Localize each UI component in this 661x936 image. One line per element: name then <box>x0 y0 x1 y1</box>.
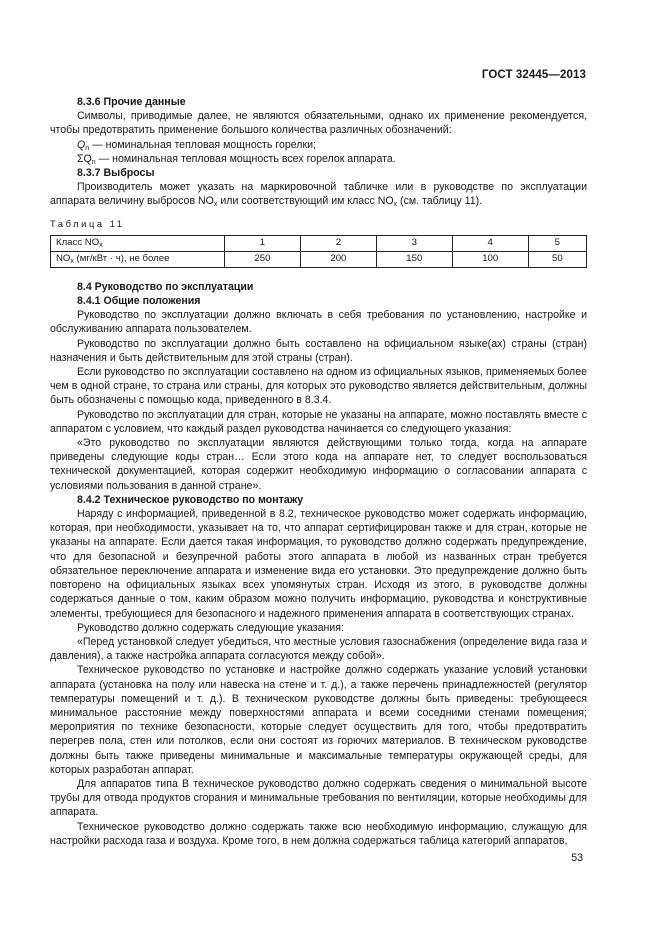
paragraph: «Это руководство по эксплуатации являются действующими только тогда, когда на аппарате приведены следующие коды стран… Если этого кода на аппарате нет, то следует воспользоваться технической документацией, которая содержит необходимую информацию о согласовании аппарата с условиями пользования в данной стране». <box>50 437 587 492</box>
paragraph: «Перед установкой следует убедиться, что местные условия газоснабжения (определение вида газа и давления), а также настройка аппарата согласуются между собой». <box>50 635 587 663</box>
section-8-3-6-paragraph: Символы, приводимые далее, не являются обязательными, однако их применение рекомендуется, чтобы предотвратить применение большого количества различных обозначений: <box>50 110 587 137</box>
paragraph: Техническое руководство должно содержать также всю необходимую информацию, служащую для настройки расхода газа и воздуха. Кроме того, в нем должна содержаться таблица категорий аппаратов, <box>50 820 587 847</box>
table-cell: 200 <box>300 251 376 267</box>
table-caption: Таблица 11 <box>50 218 125 229</box>
paragraph: Руководство по эксплуатации должно быть составлено на официальном языке(ах) страны (стран) назначения и быть действительным для этой страны (стран). <box>50 337 587 364</box>
section-8-4-heading: 8.4 Руководство по эксплуатации <box>77 280 254 293</box>
table-cell: 5 <box>528 235 586 251</box>
standard-header: ГОСТ 32445—2013 <box>481 69 586 81</box>
table-cell: 100 <box>452 251 528 267</box>
paragraph: Руководство по эксплуатации должно включать в себя требования по установлению, настройке и обслуживанию аппарата пользователем. <box>50 309 587 336</box>
symbol-qn: $Q_n$ — номинальная тепловая мощность горелки; <box>77 138 316 152</box>
table-cell: 50 <box>528 251 586 267</box>
table-row <box>51 235 587 251</box>
table-row-label: Класс $NO_x$ <box>51 235 225 251</box>
paragraph: Руководство по эксплуатации для стран, которые не указаны на аппарате, можно поставлять вместе с аппаратом с условием, что каждый раздел руководства начинается со следующего указания: <box>50 408 587 435</box>
section-8-3-7-heading: 8.3.7 Выбросы <box>77 167 155 180</box>
section-8-3-7-paragraph: Производитель может указать на маркировочной табличке или в руководстве по эксплуатации аппарата величину выбросов $NO_x$ или соответствующий им класс $NO_x$ (см. таблицу 11). <box>50 181 587 209</box>
paragraph: Для аппаратов типа B техническое руководство должно содержать сведения о минимальной высоте трубы для отвода продуктов сгорания и минимальные требования по вентиляции, которые необходимы для аппарата. <box>50 777 587 819</box>
section-8-3-6-heading: 8.3.6 Прочие данные <box>77 96 186 108</box>
page-number: 53 <box>571 852 583 864</box>
nox-class-table <box>50 235 587 268</box>
section-8-4-2-heading: 8.4.2 Техническое руководство по монтажу <box>77 493 304 506</box>
table-row-label: $NO_x$ (мг/кВт · ч), не более <box>51 251 225 267</box>
paragraph: Руководство должно содержать следующие указания: <box>77 621 344 634</box>
page-content <box>50 95 587 848</box>
table-cell: 250 <box>225 251 301 267</box>
paragraph: Наряду с информацией, приведенной в 8.2, техническое руководство может содержать информацию, которая, при необходимости, указывает на то, что аппарат сертифицирован также и для стран, которые не указаны на аппарате. Если дается такая информация, то руководство должно содержать предупреждение, что для безопасной и безупречной работы этого аппарата в любой из названных стран требуется обязательное переключение аппарата и изменение вида его установки. Это предупреждение должно быть повторено на официальных языках всех упомянутых стран. Исходя из этого, в руководстве должны содержаться данные о том, каким образом можно получить информацию, руководства и конструктивные элементы, требующиеся для безопасного и надежного применения аппарата в соответствующих странах. <box>50 508 587 620</box>
symbol-sum-qn: $\Sigma Q_n$ — номинальная тепловая мощность всех горелок аппарата. <box>77 152 396 166</box>
section-8-4-1-heading: 8.4.1 Общие положения <box>77 295 201 308</box>
table-row <box>51 251 587 267</box>
paragraph: Если руководство по эксплуатации составлено на одном из официальных языков, применяемых более чем в одной стране, то страна или страны, для которых это руководство является действительным, должны быть обозначены с помощью кода, приведенного в 8.3.4. <box>50 366 587 407</box>
table-cell: 2 <box>300 235 376 251</box>
paragraph: Техническое руководство по установке и настройке должно содержать указание условий установки аппарата (установка на полу или навеска на стене и т. д.), а также перечень принадлежностей (регулятор температуры помещений и т. д.). В техническом руководстве должны быть приведены: требующееся минимальное расстояние между поверхностями аппарата и всеми соседними стенами помещения; мероприятия по технике безопасности, которые следует осуществить для того, чтобы предотвратить перегрев пола, стен или потолков, если они состоят из горючих материалов. В техническом руководстве должны быть также приведены минимальные и максимальные температуры окружающей среды, для которых разработан аппарат. <box>50 664 587 776</box>
table-cell: 3 <box>376 235 452 251</box>
table-cell: 1 <box>225 235 301 251</box>
table-cell: 150 <box>376 251 452 267</box>
table-cell: 4 <box>452 235 528 251</box>
